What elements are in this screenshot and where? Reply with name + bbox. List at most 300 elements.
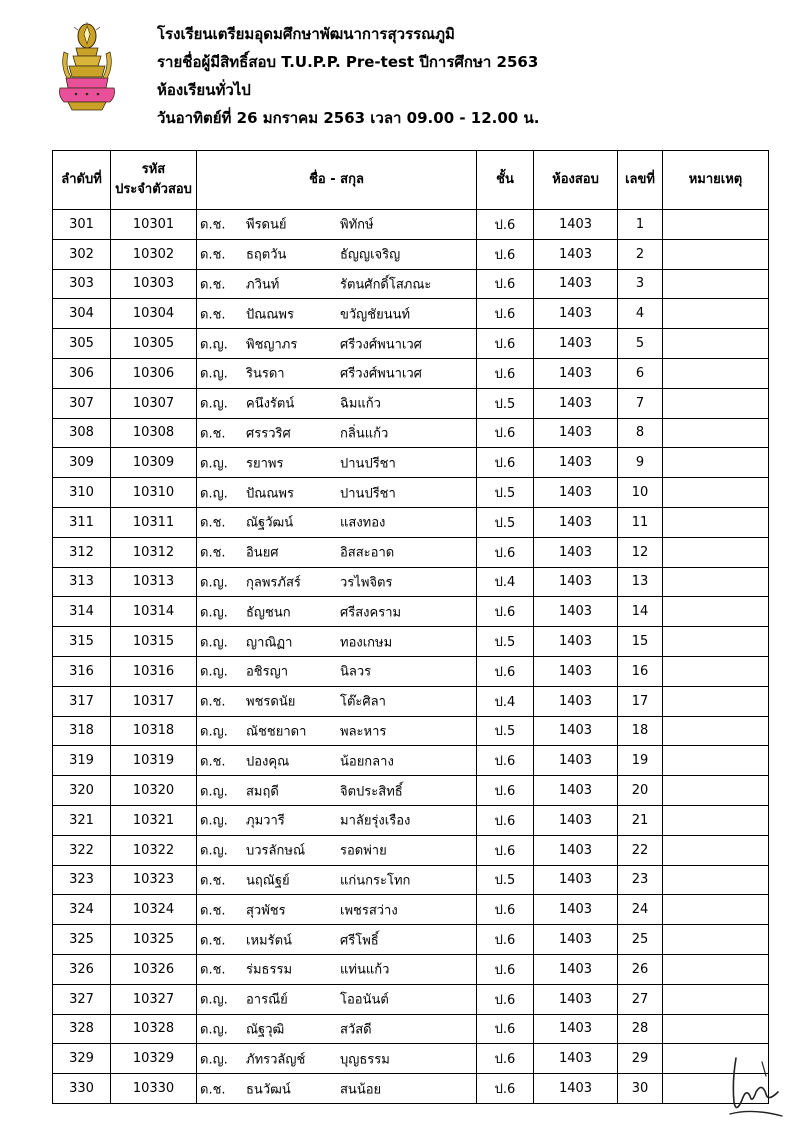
remark-cell	[663, 269, 769, 299]
remark-cell	[663, 686, 769, 716]
last-name: ปานปรีชา	[340, 486, 396, 502]
exam-code-cell: 10321	[111, 805, 197, 835]
table-row	[53, 239, 769, 269]
name-prefix: ด.ช.	[200, 515, 226, 531]
room-cell: 1403	[534, 418, 618, 448]
room-cell: 1403	[534, 567, 618, 597]
seat-cell: 13	[618, 567, 663, 597]
seat-cell: 21	[618, 805, 663, 835]
col-seat-header: เลขที่	[618, 151, 663, 210]
first-name: ธนวัฒน์	[246, 1082, 291, 1097]
name-prefix: ด.ช.	[200, 694, 226, 710]
first-name: กุลพรภัสร์	[246, 575, 301, 591]
exam-code-cell: 10308	[111, 418, 197, 448]
order-cell: 317	[53, 686, 111, 716]
order-cell: 312	[53, 537, 111, 567]
seat-cell: 9	[618, 448, 663, 478]
order-cell: 308	[53, 418, 111, 448]
room-cell: 1403	[534, 210, 618, 240]
school-name: โรงเรียนเตรียมอุดมศึกษาพัฒนาการสุวรรณภูมิ	[157, 25, 455, 43]
room-cell: 1403	[534, 299, 618, 329]
name-prefix: ด.ญ.	[200, 456, 228, 472]
table-row	[53, 1074, 769, 1104]
table-row	[53, 1014, 769, 1044]
grade-cell: ป.6	[477, 537, 534, 567]
first-name: รินรดา	[246, 366, 285, 382]
exam-code-cell: 10323	[111, 865, 197, 895]
name-cell	[197, 895, 477, 925]
remark-cell	[663, 925, 769, 955]
name-cell	[197, 716, 477, 746]
name-cell	[197, 835, 477, 865]
first-name: อชิรญา	[246, 664, 288, 680]
order-cell: 302	[53, 239, 111, 269]
name-prefix: ด.ญ.	[200, 992, 228, 1008]
table-row	[53, 895, 769, 925]
name-cell	[197, 686, 477, 716]
seat-cell: 1	[618, 210, 663, 240]
grade-cell: ป.6	[477, 448, 534, 478]
seat-cell: 4	[618, 299, 663, 329]
last-name: ศรีโพธิ์	[340, 933, 379, 949]
table-row	[53, 358, 769, 388]
seat-cell: 19	[618, 746, 663, 776]
exam-code-cell: 10309	[111, 448, 197, 478]
grade-cell: ป.5	[477, 627, 534, 657]
first-name: ญาณิฏา	[246, 635, 293, 651]
last-name: จิตประสิทธิ์	[340, 784, 403, 800]
seat-cell: 6	[618, 358, 663, 388]
last-name: เพชรสว่าง	[340, 903, 398, 919]
order-cell: 304	[53, 299, 111, 329]
name-prefix: ด.ญ.	[200, 635, 228, 651]
last-name: อิสสะอาด	[340, 545, 395, 561]
first-name: ภวินท์	[246, 277, 280, 293]
name-cell	[197, 627, 477, 657]
grade-cell: ป.6	[477, 597, 534, 627]
room-cell: 1403	[534, 984, 618, 1014]
grade-cell: ป.6	[477, 418, 534, 448]
exam-code-cell: 10303	[111, 269, 197, 299]
first-name: สมฤดี	[246, 784, 279, 800]
grade-cell: ป.6	[477, 358, 534, 388]
order-cell: 314	[53, 597, 111, 627]
last-name: โต๊ะศิลา	[340, 694, 386, 710]
last-name: รอดพ่าย	[340, 843, 387, 859]
table-row	[53, 537, 769, 567]
first-name: อินยศ	[246, 545, 279, 561]
first-name: พิชญาภร	[246, 337, 298, 353]
order-cell: 305	[53, 329, 111, 359]
exam-code-cell: 10317	[111, 686, 197, 716]
room-cell: 1403	[534, 1044, 618, 1074]
name-cell	[197, 210, 477, 240]
last-name: ปานปรีชา	[340, 456, 396, 472]
remark-cell	[663, 537, 769, 567]
grade-cell: ป.6	[477, 239, 534, 269]
name-cell	[197, 954, 477, 984]
seat-cell: 25	[618, 925, 663, 955]
last-name: แท่นแก้ว	[340, 962, 390, 978]
last-name: ฉิมแก้ว	[340, 396, 381, 412]
grade-cell: ป.6	[477, 269, 534, 299]
first-name: รยาพร	[246, 456, 284, 472]
room-cell: 1403	[534, 388, 618, 418]
order-cell: 323	[53, 865, 111, 895]
first-name: นฤณัฐย์	[246, 873, 290, 889]
table-row	[53, 716, 769, 746]
table-row	[53, 835, 769, 865]
seat-cell: 14	[618, 597, 663, 627]
order-cell: 316	[53, 656, 111, 686]
name-prefix: ด.ญ.	[200, 366, 228, 382]
seat-cell: 12	[618, 537, 663, 567]
order-cell: 310	[53, 478, 111, 508]
room-cell: 1403	[534, 835, 618, 865]
order-cell: 319	[53, 746, 111, 776]
seat-cell: 30	[618, 1074, 663, 1104]
order-cell: 309	[53, 448, 111, 478]
remark-cell	[663, 358, 769, 388]
name-prefix: ด.ญ.	[200, 486, 228, 502]
seat-cell: 24	[618, 895, 663, 925]
remark-cell	[663, 388, 769, 418]
exam-code-cell: 10307	[111, 388, 197, 418]
table-row	[53, 776, 769, 806]
table-row	[53, 954, 769, 984]
order-cell: 326	[53, 954, 111, 984]
table-row	[53, 388, 769, 418]
col-code-header-line2: ประจำตัวสอบ	[115, 182, 192, 197]
remark-cell	[663, 776, 769, 806]
exam-code-cell: 10310	[111, 478, 197, 508]
name-cell	[197, 329, 477, 359]
last-name: แก่นกระโทก	[340, 873, 411, 889]
seat-cell: 11	[618, 507, 663, 537]
name-prefix: ด.ญ.	[200, 843, 228, 859]
first-name: ภัทรวลัญช์	[246, 1052, 306, 1068]
name-cell	[197, 388, 477, 418]
grade-cell: ป.6	[477, 299, 534, 329]
table-row	[53, 805, 769, 835]
order-cell: 320	[53, 776, 111, 806]
name-cell	[197, 507, 477, 537]
grade-cell: ป.6	[477, 1014, 534, 1044]
first-name: ณัฐวุฒิ	[246, 1022, 285, 1038]
table-row	[53, 448, 769, 478]
exam-code-cell: 10322	[111, 835, 197, 865]
order-cell: 325	[53, 925, 111, 955]
first-name: ปัณณพร	[246, 307, 294, 323]
table-row	[53, 1044, 769, 1074]
last-name: มาลัยรุ่งเรือง	[340, 813, 411, 829]
first-name: ณัฐวัฒน์	[246, 515, 294, 531]
grade-cell: ป.6	[477, 656, 534, 686]
exam-code-cell: 10311	[111, 507, 197, 537]
name-prefix: ด.ช.	[200, 873, 226, 889]
last-name: นิลวร	[340, 664, 372, 680]
order-cell: 324	[53, 895, 111, 925]
exam-code-cell: 10302	[111, 239, 197, 269]
seat-cell: 20	[618, 776, 663, 806]
name-cell	[197, 925, 477, 955]
seat-cell: 16	[618, 656, 663, 686]
name-cell	[197, 1074, 477, 1104]
grade-cell: ป.6	[477, 895, 534, 925]
remark-cell	[663, 716, 769, 746]
last-name: สวัสดี	[340, 1022, 372, 1038]
name-prefix: ด.ช.	[200, 962, 226, 978]
name-cell	[197, 358, 477, 388]
last-name: แสงทอง	[340, 515, 386, 531]
room-cell: 1403	[534, 865, 618, 895]
seat-cell: 17	[618, 686, 663, 716]
name-prefix: ด.ญ.	[200, 724, 228, 740]
first-name: ศรรวริศ	[246, 426, 291, 442]
last-name: น้อยกลาง	[340, 754, 394, 770]
table-row	[53, 865, 769, 895]
name-prefix: ด.ช.	[200, 903, 226, 919]
seat-cell: 10	[618, 478, 663, 508]
exam-code-cell: 10325	[111, 925, 197, 955]
room-cell: 1403	[534, 805, 618, 835]
grade-cell: ป.5	[477, 388, 534, 418]
first-name: คนึงรัตน์	[246, 396, 295, 412]
remark-cell	[663, 805, 769, 835]
grade-cell: ป.6	[477, 925, 534, 955]
grade-cell: ป.6	[477, 1074, 534, 1104]
name-prefix: ด.ญ.	[200, 1052, 228, 1068]
first-name: ณัชชยาดา	[246, 724, 307, 740]
room-type: ห้องเรียนทั่วไป	[157, 81, 251, 99]
name-cell	[197, 269, 477, 299]
first-name: ปองคุณ	[246, 754, 290, 770]
seat-cell: 8	[618, 418, 663, 448]
order-cell: 307	[53, 388, 111, 418]
exam-code-cell: 10324	[111, 895, 197, 925]
exam-code-cell: 10330	[111, 1074, 197, 1104]
name-prefix: ด.ญ.	[200, 396, 228, 412]
exam-code-cell: 10328	[111, 1014, 197, 1044]
last-name: รัตนศักดิ์โสภณะ	[340, 277, 432, 293]
table-row	[53, 478, 769, 508]
signature-icon	[722, 1052, 786, 1122]
name-cell	[197, 448, 477, 478]
exam-code-cell: 10315	[111, 627, 197, 657]
first-name: อารณีย์	[246, 992, 288, 1008]
remark-cell	[663, 627, 769, 657]
room-cell: 1403	[534, 269, 618, 299]
last-name: วรไพจิตร	[340, 575, 393, 591]
order-cell: 311	[53, 507, 111, 537]
remark-cell	[663, 210, 769, 240]
last-name: ทองเกษม	[340, 635, 393, 651]
col-code-header	[111, 151, 197, 210]
seat-cell: 26	[618, 954, 663, 984]
room-cell: 1403	[534, 895, 618, 925]
room-cell: 1403	[534, 358, 618, 388]
grade-cell: ป.5	[477, 507, 534, 537]
table-row	[53, 329, 769, 359]
first-name: พชรดนัย	[246, 694, 296, 710]
remark-cell	[663, 656, 769, 686]
table-row	[53, 656, 769, 686]
seat-cell: 28	[618, 1014, 663, 1044]
grade-cell: ป.6	[477, 954, 534, 984]
last-name: พิทักษ์	[340, 217, 374, 233]
room-cell: 1403	[534, 239, 618, 269]
remark-cell	[663, 329, 769, 359]
seat-cell: 7	[618, 388, 663, 418]
name-cell	[197, 418, 477, 448]
name-prefix: ด.ช.	[200, 277, 226, 293]
order-cell: 330	[53, 1074, 111, 1104]
remark-cell	[663, 1014, 769, 1044]
exam-code-cell: 10320	[111, 776, 197, 806]
grade-cell: ป.6	[477, 984, 534, 1014]
remark-cell	[663, 746, 769, 776]
exam-code-cell: 10327	[111, 984, 197, 1014]
order-cell: 322	[53, 835, 111, 865]
col-grade-header: ชั้น	[477, 151, 534, 210]
first-name: เหมรัตน์	[246, 933, 292, 949]
table-row	[53, 567, 769, 597]
remark-cell	[663, 835, 769, 865]
grade-cell: ป.4	[477, 686, 534, 716]
seat-cell: 23	[618, 865, 663, 895]
name-prefix: ด.ช.	[200, 426, 226, 442]
table-row	[53, 210, 769, 240]
remark-cell	[663, 448, 769, 478]
remark-cell	[663, 239, 769, 269]
first-name: สุวพัชร	[246, 903, 286, 919]
first-name: ปัณณพร	[246, 486, 294, 502]
table-row	[53, 984, 769, 1014]
remark-cell	[663, 507, 769, 537]
table-row	[53, 627, 769, 657]
remark-cell	[663, 895, 769, 925]
grade-cell: ป.6	[477, 210, 534, 240]
seat-cell: 27	[618, 984, 663, 1014]
name-cell	[197, 746, 477, 776]
table-row	[53, 507, 769, 537]
name-prefix: ด.ญ.	[200, 664, 228, 680]
last-name: โออนันต์	[340, 992, 389, 1008]
table-row	[53, 925, 769, 955]
table-header-row	[53, 151, 769, 210]
table-row	[53, 686, 769, 716]
list-title: รายชื่อผู้มีสิทธิ์สอบ T.U.P.P. Pre-test ปีการศึกษา 2563	[157, 53, 539, 71]
first-name: ธัญชนก	[246, 605, 291, 621]
col-room-header: ห้องสอบ	[534, 151, 618, 210]
order-cell: 327	[53, 984, 111, 1014]
grade-cell: ป.5	[477, 478, 534, 508]
exam-code-cell: 10316	[111, 656, 197, 686]
table-row	[53, 418, 769, 448]
table-row	[53, 299, 769, 329]
remark-cell	[663, 865, 769, 895]
room-cell: 1403	[534, 329, 618, 359]
name-prefix: ด.ช.	[200, 1082, 226, 1097]
remark-cell	[663, 567, 769, 597]
first-name: พีรดนย์	[246, 217, 287, 233]
exam-code-cell: 10306	[111, 358, 197, 388]
order-cell: 321	[53, 805, 111, 835]
col-code-header-line1: รหัส	[141, 162, 166, 177]
order-cell: 306	[53, 358, 111, 388]
room-cell: 1403	[534, 1014, 618, 1044]
name-prefix: ด.ช.	[200, 933, 226, 949]
first-name: ธฤตวัน	[246, 247, 287, 263]
name-cell	[197, 597, 477, 627]
first-name: บวรลักษณ์	[246, 843, 306, 859]
grade-cell: ป.6	[477, 329, 534, 359]
last-name: ขวัญชัยนนท์	[340, 307, 411, 323]
name-prefix: ด.ญ.	[200, 784, 228, 800]
room-cell: 1403	[534, 954, 618, 984]
room-cell: 1403	[534, 627, 618, 657]
col-order-header: ลำดับที่	[53, 151, 111, 210]
name-cell	[197, 984, 477, 1014]
name-cell	[197, 1014, 477, 1044]
last-name: ศรีวงศ์พนาเวศ	[340, 366, 422, 382]
name-cell	[197, 776, 477, 806]
table-row	[53, 597, 769, 627]
exam-code-cell: 10314	[111, 597, 197, 627]
col-name-header: ชื่อ - สกุล	[197, 151, 477, 210]
order-cell: 329	[53, 1044, 111, 1074]
order-cell: 328	[53, 1014, 111, 1044]
seat-cell: 29	[618, 1044, 663, 1074]
name-cell	[197, 656, 477, 686]
remark-cell	[663, 597, 769, 627]
room-cell: 1403	[534, 597, 618, 627]
name-cell	[197, 567, 477, 597]
table-row	[53, 269, 769, 299]
room-cell: 1403	[534, 656, 618, 686]
room-cell: 1403	[534, 448, 618, 478]
seat-cell: 22	[618, 835, 663, 865]
last-name: ศรีสงคราม	[340, 605, 402, 621]
document-header	[0, 0, 800, 150]
room-cell: 1403	[534, 716, 618, 746]
name-cell	[197, 865, 477, 895]
room-cell: 1403	[534, 776, 618, 806]
seat-cell: 2	[618, 239, 663, 269]
exam-code-cell: 10304	[111, 299, 197, 329]
first-name: ร่มธรรม	[246, 962, 293, 978]
name-prefix: ด.ญ.	[200, 605, 228, 621]
name-prefix: ด.ช.	[200, 307, 226, 323]
grade-cell: ป.5	[477, 716, 534, 746]
exam-code-cell: 10313	[111, 567, 197, 597]
remark-cell	[663, 478, 769, 508]
last-name: สนน้อย	[340, 1082, 382, 1097]
exam-code-cell: 10301	[111, 210, 197, 240]
seat-cell: 3	[618, 269, 663, 299]
grade-cell: ป.6	[477, 746, 534, 776]
remark-cell	[663, 299, 769, 329]
remark-cell	[663, 984, 769, 1014]
order-cell: 318	[53, 716, 111, 746]
name-cell	[197, 1044, 477, 1074]
table-row	[53, 746, 769, 776]
room-cell: 1403	[534, 537, 618, 567]
seat-cell: 5	[618, 329, 663, 359]
exam-code-cell: 10318	[111, 716, 197, 746]
exam-code-cell: 10319	[111, 746, 197, 776]
table-body	[53, 210, 769, 1104]
